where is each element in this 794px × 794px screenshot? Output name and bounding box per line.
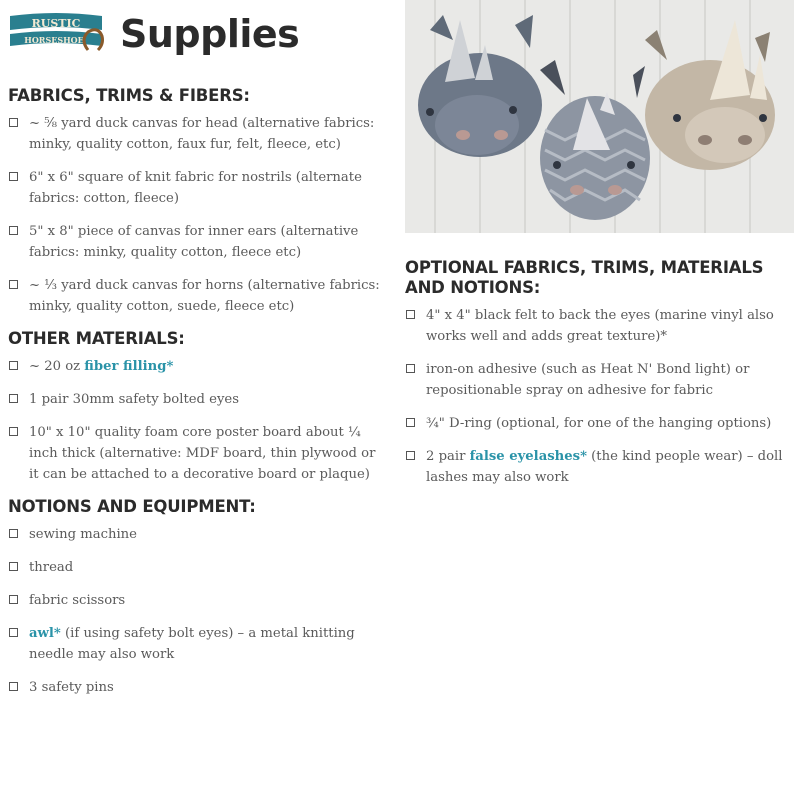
rhino-heads-image-icon [405,0,794,233]
list-item: fabric scissors [8,590,388,611]
list-item: sewing machine [8,524,388,545]
section-other-materials [8,329,388,485]
checkbox-icon[interactable] [9,226,18,235]
list-item: ¾" D-ring (optional, for one of the hanging options) [405,413,785,434]
list-item: 4" x 4" black felt to back the eyes (marine vinyl also works well and adds great texture)* [405,305,785,347]
fiber-filling-link[interactable]: fiber filling* [84,359,174,374]
page-title: Supplies [120,12,300,56]
list-item: iron-on adhesive (such as Heat N' Bond light) or repositionable spray on adhesive for fabric [405,359,785,401]
svg-text:RUSTIC: RUSTIC [31,17,81,30]
false-eyelashes-link[interactable]: false eyelashes* [469,449,587,464]
section-notions-equipment [8,497,388,698]
rhino-heads-photo [405,0,794,233]
checkbox-icon[interactable] [9,562,18,571]
checkbox-icon[interactable] [406,310,415,319]
list-item: 1 pair 30mm safety bolted eyes [8,389,388,410]
checkbox-icon[interactable] [9,595,18,604]
awl-link[interactable]: awl* [29,626,61,641]
list-item: ~ ⅝ yard duck canvas for head (alternative fabrics: minky, quality cotton, faux fur, felt, fleece, etc) [8,113,388,155]
section-heading: NOTIONS AND EQUIPMENT: [8,497,256,516]
checkbox-icon[interactable] [9,529,18,538]
checkbox-icon[interactable] [9,394,18,403]
list-item: 5" x 8" piece of canvas for inner ears (alternative fabrics: minky, quality cotton, fleece etc) [8,221,388,263]
list-item: thread [8,557,388,578]
checkbox-icon[interactable] [406,451,415,460]
checkbox-icon[interactable] [9,682,18,691]
list-item: awl* (if using safety bolt eyes) – a metal knitting needle may also work [8,623,388,665]
brand-logo [6,10,106,54]
list-item: 10" x 10" quality foam core poster board about ¼ inch thick (alternative: MDF board, thin plywood or it can be attached to a decorative board or plaque) [8,422,388,485]
list-item: ~ 20 oz fiber filling* [8,356,388,377]
left-column [8,86,388,710]
section-heading: OPTIONAL FABRICS, TRIMS, MATERIALS AND NOTIONS: [405,258,764,297]
checkbox-icon[interactable] [9,172,18,181]
section-heading: OTHER MATERIALS: [8,329,185,348]
right-column [405,258,785,500]
list-item: 2 pair false eyelashes* (the kind people wear) – doll lashes may also work [405,446,785,488]
checkbox-icon[interactable] [9,628,18,637]
svg-text:HORSESHOE: HORSESHOE [24,35,84,45]
section-fabrics [8,86,388,317]
checkbox-icon[interactable] [406,418,415,427]
list-item: 6" x 6" square of knit fabric for nostrils (alternate fabrics: cotton, fleece) [8,167,388,209]
section-optional [405,258,785,488]
list-item: ~ ⅓ yard duck canvas for horns (alternative fabrics: minky, quality cotton, suede, fleece etc) [8,275,388,317]
checkbox-icon[interactable] [9,118,18,127]
section-heading: FABRICS, TRIMS & FIBERS: [8,86,250,105]
horseshoe-logo-icon [6,10,106,54]
checkbox-icon[interactable] [406,364,415,373]
list-item: 3 safety pins [8,677,388,698]
checkbox-icon[interactable] [9,280,18,289]
checkbox-icon[interactable] [9,427,18,436]
checkbox-icon[interactable] [9,361,18,370]
